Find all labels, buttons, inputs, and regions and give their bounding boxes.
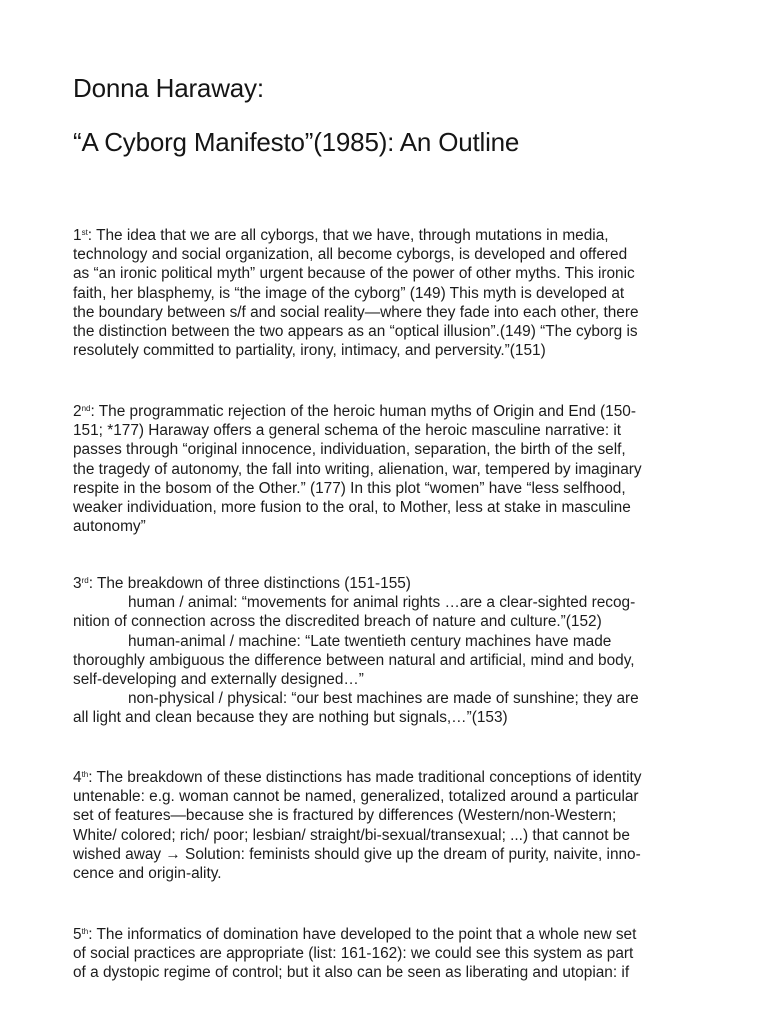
outline-section-4 [73,768,693,883]
section-line: the tragedy of autonomy, the fall into writing, alienation, war, tempered by imaginary [73,460,642,478]
section-line: of social practices are appropriate (list: 161-162): we could see this system as part [73,945,634,963]
section-line: thoroughly ambiguous the difference between natural and artificial, mind and body, [73,651,635,669]
line-text: : The programmatic rejection of the heroic human myths of Origin and End (150- [90,403,636,420]
ordinal-suffix: nd [81,404,91,413]
section-line: 151; *177) Haraway offers a general schema of the heroic masculine narrative: it [73,422,622,440]
line-text: : The informatics of domination have developed to the point that a whole new set [88,926,637,943]
document-title: “A Cyborg Manifesto”(1985): An Outline [73,127,520,157]
section-line [73,402,693,421]
section-line: respite in the bosom of the Other.” (177) In this plot “women” have “less selfhood, [73,479,626,497]
section-line: all light and clean because they are nothing but signals,…”(153) [73,709,508,727]
ordinal-suffix: st [81,228,88,237]
distinction-line: non-physical / physical: “our best machines are made of sunshine; they are [128,690,639,708]
section-line [73,574,693,593]
section-line: wished away → Solution: feminists should give up the dream of purity, naivite, inno- [73,845,641,863]
section-line: technology and social organization, all become cyborgs, is developed and offered [73,246,628,264]
ordinal-number: 4 [73,769,82,786]
section-line [73,768,693,787]
ordinal-number: 3 [73,575,82,592]
section-line: autonomy” [73,518,146,536]
section-line: of a dystopic regime of control; but it also can be seen as liberating and utopian: if [73,964,630,982]
line-text: : The breakdown of these distinctions has made traditional conceptions of identity [88,769,642,786]
author-heading: Donna Haraway: [73,73,264,103]
section-line: weaker individuation, more fusion to the oral, to Mother, less at stake in masculine [73,499,631,517]
distinction-line: human-animal / machine: “Late twentieth century machines have made [128,632,612,650]
outline-section-1 [73,226,693,360]
section-line [73,226,693,245]
ordinal-number: 5 [73,926,82,943]
section-line: White/ colored; rich/ poor; lesbian/ straight/bi-sexual/transexual; ...) that cannot be [73,826,630,844]
section-line: the boundary between s/f and social reality—where they fade into each other, there [73,303,639,321]
line-text: : The idea that we are all cyborgs, that we have, through mutations in media, [87,227,609,244]
section-line: set of features—because she is fractured by differences (Western/non-Western; [73,807,617,825]
ordinal-number: 1 [73,227,82,244]
ordinal-suffix: th [81,770,89,779]
section-line: untenable: e.g. woman cannot be named, generalized, totalized around a particular [73,788,639,806]
ordinal-suffix: rd [81,576,89,585]
ordinal-number: 2 [73,403,82,420]
section-line: cence and origin-ality. [73,865,222,883]
ordinal-suffix: th [81,927,89,936]
distinction-line: human / animal: “movements for animal rights …are a clear-sighted recog- [128,594,636,612]
line-text: : The breakdown of three distinctions (151-155) [88,575,411,592]
section-line: as “an ironic political myth” urgent because of the power of other myths. This ironic [73,265,635,283]
section-line: the distinction between the two appears as an “optical illusion”.(149) “The cyborg is [73,323,638,341]
section-line: nition of connection across the discredited breach of nature and culture.”(152) [73,613,602,631]
section-line: resolutely committed to partiality, irony, intimacy, and perversity.”(151) [73,342,546,360]
outline-section-5 [73,925,693,983]
outline-section-3 [73,574,693,728]
outline-section-2 [73,402,693,536]
section-line: faith, her blasphemy, is “the image of the cyborg” (149) This myth is developed at [73,284,625,302]
section-line: self-developing and externally designed…” [73,671,364,689]
section-line [73,925,693,944]
section-line: passes through “original innocence, individuation, separation, the birth of the self, [73,441,626,459]
